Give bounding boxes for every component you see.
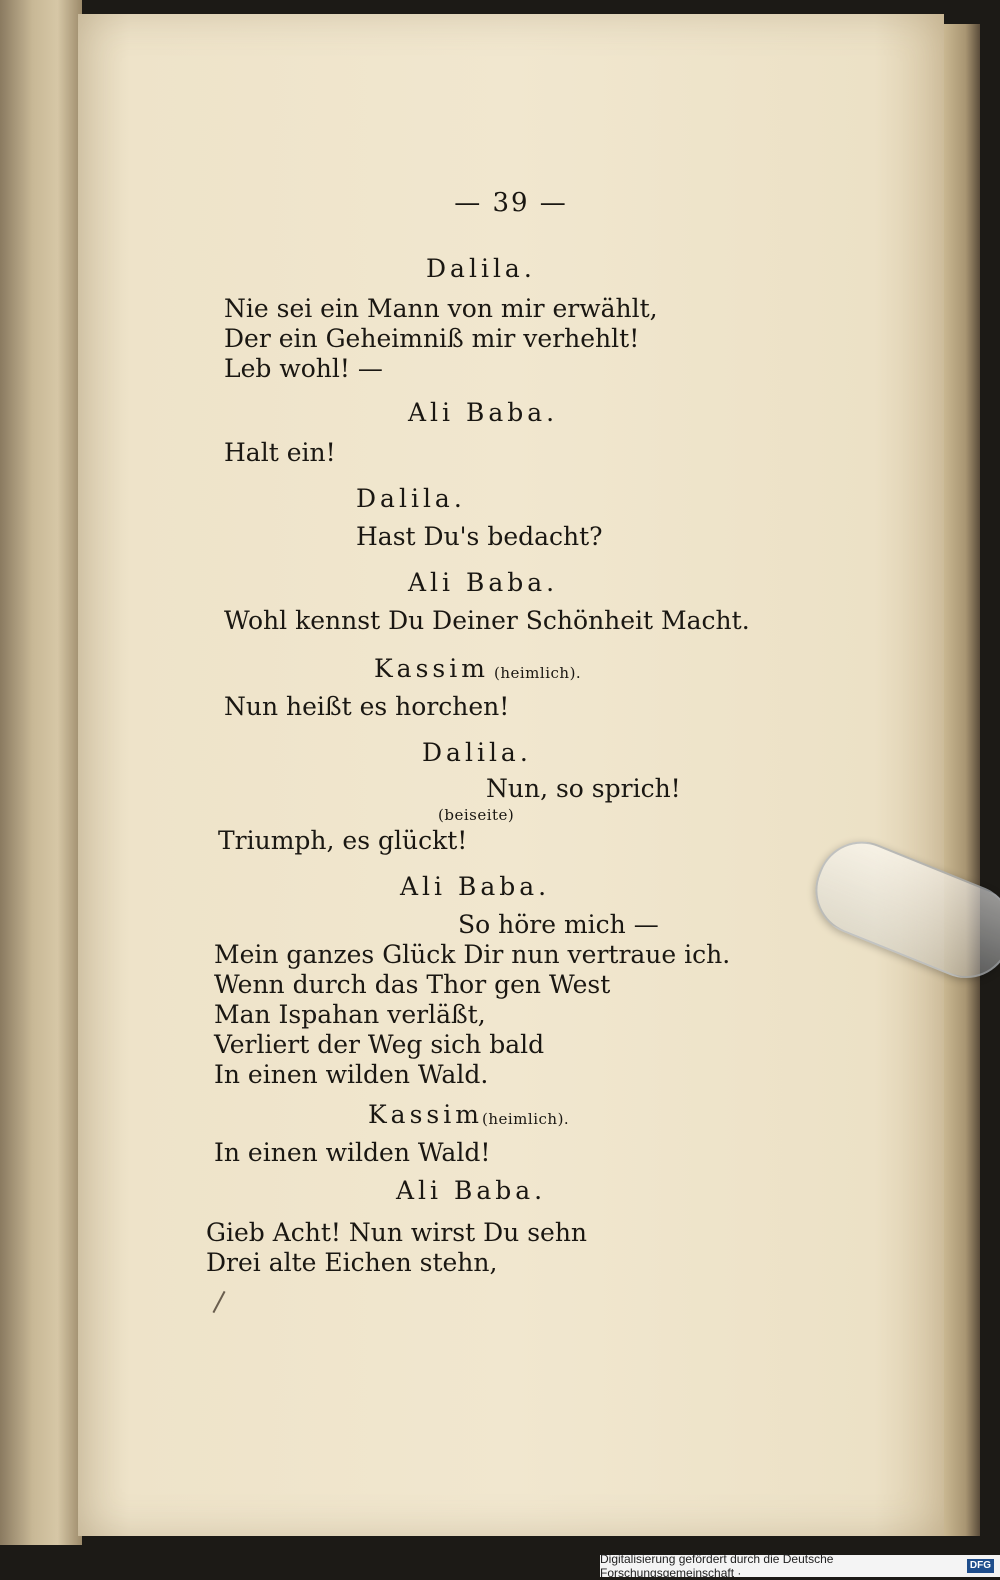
- verse-line: In einen wilden Wald!: [214, 1138, 491, 1167]
- verse-line: Wohl kennst Du Deiner Schönheit Macht.: [224, 606, 750, 635]
- verse-line: Gieb Acht! Nun wirst Du sehn: [206, 1218, 588, 1247]
- speaker-name: Dalila.: [356, 484, 466, 513]
- pencil-mark: [212, 1291, 225, 1313]
- speaker-name: Ali Baba.: [408, 398, 559, 427]
- verse-line: Mein ganzes Glück Dir nun vertraue ich.: [214, 940, 731, 969]
- verse-line: So höre mich —: [458, 910, 659, 939]
- verse-line: In einen wilden Wald.: [214, 1060, 489, 1089]
- verse-line: Triumph, es glückt!: [218, 826, 468, 855]
- verse-line: Hast Du's bedacht?: [356, 522, 603, 551]
- book-fore-edge: [944, 24, 980, 1536]
- verse-line: Der ein Geheimniß mir verhehlt!: [224, 324, 640, 353]
- speaker-name: Kassim: [368, 1100, 483, 1129]
- verse-line: Leb wohl! —: [224, 354, 383, 383]
- stage-direction: (heimlich).: [482, 1110, 570, 1128]
- speaker-name: Ali Baba.: [400, 872, 551, 901]
- verse-line: Halt ein!: [224, 438, 336, 467]
- dfg-logo: DFG: [967, 1559, 994, 1573]
- verse-line: Nie sei ein Mann von mir erwählt,: [224, 294, 658, 323]
- facing-page-edge: [0, 0, 82, 1545]
- verse-line: Verliert der Weg sich bald: [214, 1030, 545, 1059]
- verse-line: Nun, so sprich!: [486, 774, 681, 803]
- stage-direction: (heimlich).: [494, 664, 582, 682]
- verse-line: Nun heißt es horchen!: [224, 692, 510, 721]
- digitization-credit: [600, 1552, 1000, 1580]
- stage-direction: (beiseite): [438, 806, 515, 824]
- speaker-name: Ali Baba.: [396, 1176, 547, 1205]
- speaker-name: Ali Baba.: [408, 568, 559, 597]
- verse-line: Man Ispahan verläßt,: [214, 1000, 486, 1029]
- credit-text: Digitalisierung gefördert durch die Deutsche Forschungsgemeinschaft ·: [600, 1552, 834, 1580]
- speaker-name: Dalila.: [426, 254, 536, 283]
- speaker-name: Dalila.: [422, 738, 532, 767]
- verse-line: Wenn durch das Thor gen West: [214, 970, 611, 999]
- page-number: — 39 —: [454, 188, 568, 218]
- verse-line: Drei alte Eichen stehn,: [206, 1248, 498, 1277]
- book-page: [78, 14, 944, 1536]
- speaker-name: Kassim: [374, 654, 489, 683]
